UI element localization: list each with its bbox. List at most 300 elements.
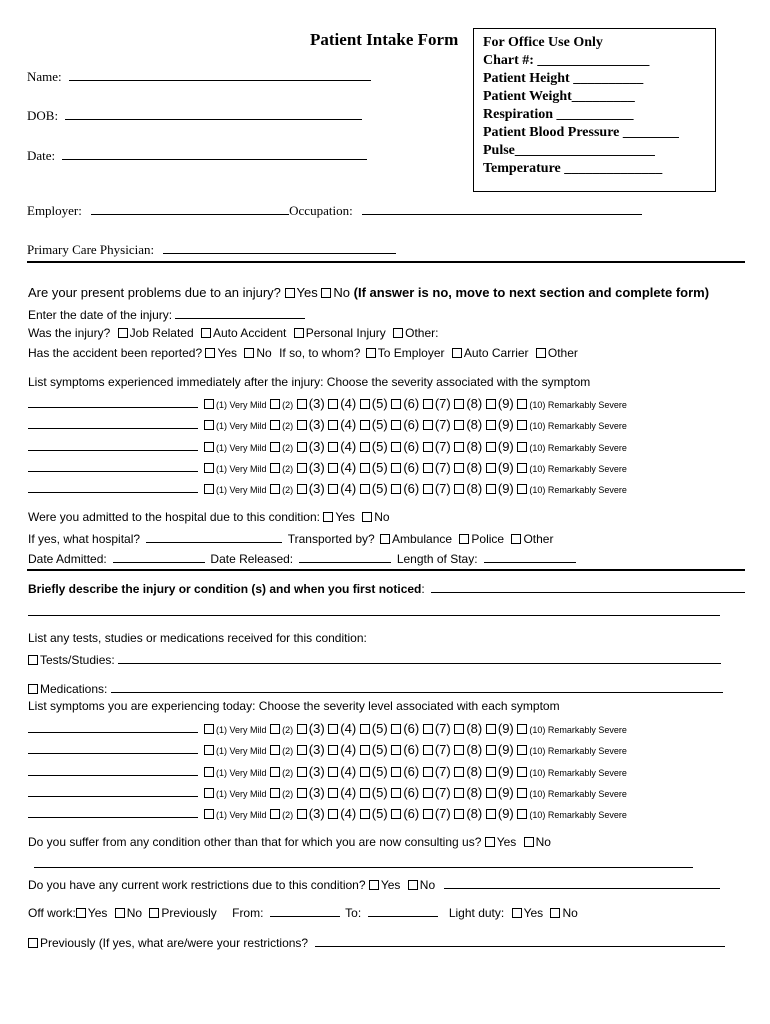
severity-6-label: (6) — [403, 396, 420, 411]
hospital-yes-checkbox[interactable] — [323, 512, 333, 522]
severity-8-label: (8) — [466, 763, 483, 779]
severity-7-label: (7) — [434, 742, 451, 758]
severity-3-checkbox[interactable] — [297, 484, 307, 494]
injury-yes-checkbox[interactable] — [285, 288, 295, 298]
severity-7-label: (7) — [434, 396, 451, 411]
off-work-no-checkbox[interactable] — [115, 908, 125, 918]
severity-9-checkbox[interactable] — [486, 788, 496, 798]
severity-7-checkbox[interactable] — [423, 463, 433, 473]
other-transport-label: Other — [523, 532, 554, 546]
severity-3-checkbox[interactable] — [297, 463, 307, 473]
severity-6-label: (6) — [403, 763, 420, 779]
severity-4-label: (4) — [340, 481, 357, 497]
severity-8-label: (8) — [466, 742, 483, 758]
length-of-stay-label: Length of Stay: — [396, 552, 478, 566]
severity-7-checkbox[interactable] — [423, 745, 433, 755]
transported-label: Transported by? — [287, 532, 375, 546]
symptom-input[interactable] — [28, 459, 198, 472]
restrictions-no-label: No — [419, 878, 436, 892]
light-duty-yes-checkbox[interactable] — [512, 908, 522, 918]
severity-7-checkbox[interactable] — [423, 788, 433, 798]
severity-3-label: (3) — [308, 438, 325, 454]
name-input[interactable] — [69, 68, 371, 81]
patient-weight-field[interactable]: Patient Weight_________ — [483, 89, 635, 104]
severity-6-checkbox[interactable] — [391, 745, 401, 755]
severity-3-checkbox[interactable] — [297, 420, 307, 430]
severity-6-checkbox[interactable] — [391, 484, 401, 494]
to-label: To: — [345, 906, 362, 920]
symptom-input[interactable] — [28, 480, 198, 493]
hospital-yes-label: Yes — [335, 510, 355, 524]
divider — [27, 569, 745, 571]
previously-input[interactable] — [315, 934, 725, 947]
symptom-input[interactable] — [28, 416, 198, 429]
severity-6-label: (6) — [403, 721, 420, 736]
to-employer-checkbox[interactable] — [366, 348, 376, 358]
severity-3-label: (3) — [308, 806, 325, 822]
auto-accident-checkbox[interactable] — [201, 328, 211, 338]
severity-8-label: (8) — [466, 806, 483, 822]
hospital-no-label: No — [374, 510, 390, 524]
light-duty-no-checkbox[interactable] — [550, 908, 560, 918]
medications-row — [28, 680, 723, 696]
severity-6-checkbox[interactable] — [391, 399, 401, 409]
length-of-stay-input[interactable] — [484, 550, 576, 563]
other-condition-label: Do you suffer from any condition other than that for which you are now consulting us? — [28, 835, 482, 849]
dob-row — [27, 107, 362, 124]
severity-4-checkbox[interactable] — [328, 463, 338, 473]
medications-input[interactable] — [111, 680, 723, 693]
severity-4-checkbox[interactable] — [328, 767, 338, 777]
dob-label: DOB: — [27, 108, 59, 123]
off-work-previously-checkbox[interactable] — [149, 908, 159, 918]
severity-6-label: (6) — [403, 742, 420, 758]
date-input[interactable] — [62, 147, 367, 160]
name-label: Name: — [27, 69, 62, 84]
severity-9-checkbox[interactable] — [486, 767, 496, 777]
reported-no-label: No — [256, 346, 272, 360]
severity-10-checkbox[interactable] — [517, 420, 527, 430]
injury-type-row — [28, 326, 438, 340]
severity-5-checkbox[interactable] — [360, 484, 370, 494]
pcp-row — [27, 241, 396, 258]
severity-10-label: (10) Remarkably Severe — [529, 485, 627, 496]
severity-4-label: (4) — [340, 763, 357, 779]
severity-2-checkbox[interactable] — [270, 745, 280, 755]
severity-5-label: (5) — [371, 721, 388, 736]
severity-1-label: (1) Very Mild — [216, 442, 267, 453]
severity-9-checkbox[interactable] — [486, 420, 496, 430]
severity-7-label: (7) — [434, 721, 451, 736]
severity-1-label: (1) Very Mild — [216, 746, 267, 757]
reported-no-checkbox[interactable] — [244, 348, 254, 358]
hospital-admitted-row — [28, 510, 390, 524]
severity-2-checkbox[interactable] — [270, 724, 280, 734]
symptom-input[interactable] — [28, 763, 198, 776]
medications-label: Medications: — [40, 682, 108, 696]
personal-injury-label: Personal Injury — [305, 326, 386, 340]
severity-5-label: (5) — [371, 742, 388, 758]
severity-7-label: (7) — [434, 438, 451, 454]
severity-3-checkbox[interactable] — [297, 809, 307, 819]
other-injury-checkbox[interactable] — [393, 328, 403, 338]
severity-3-checkbox[interactable] — [297, 767, 307, 777]
reported-label: Has the accident been reported? — [28, 346, 203, 360]
describe-label: Briefly describe the injury or condition (s) and when you first noticed — [28, 582, 422, 596]
severity-10-checkbox[interactable] — [517, 484, 527, 494]
severity-1-checkbox[interactable] — [204, 788, 214, 798]
severity-6-checkbox[interactable] — [391, 420, 401, 430]
severity-8-label: (8) — [466, 481, 483, 497]
whom-label: If so, to whom? — [279, 346, 361, 360]
severity-3-label: (3) — [308, 417, 325, 433]
employer-label: Employer: — [27, 203, 82, 218]
respiration-field[interactable]: Respiration ___________ — [483, 107, 634, 122]
severity-9-label: (9) — [497, 806, 514, 822]
auto-carrier-checkbox[interactable] — [452, 348, 462, 358]
severity-3-checkbox[interactable] — [297, 399, 307, 409]
severity-2-label: (2) — [282, 485, 294, 496]
severity-4-checkbox[interactable] — [328, 788, 338, 798]
job-related-label: Job Related — [129, 326, 194, 340]
severity-2-checkbox[interactable] — [270, 399, 280, 409]
other-condition-input[interactable] — [34, 867, 693, 868]
occupation-input[interactable] — [362, 202, 642, 215]
previously-row — [28, 934, 725, 950]
severity-5-checkbox[interactable] — [360, 399, 370, 409]
off-work-row — [28, 904, 578, 920]
patient-height-field[interactable]: Patient Height __________ — [483, 71, 644, 86]
severity-5-label: (5) — [371, 763, 388, 779]
severity-4-checkbox[interactable] — [328, 809, 338, 819]
dob-input[interactable] — [65, 107, 362, 120]
severity-2-checkbox[interactable] — [270, 788, 280, 798]
severity-10-checkbox[interactable] — [517, 767, 527, 777]
symptom-input[interactable] — [28, 741, 198, 754]
severity-7-checkbox[interactable] — [423, 767, 433, 777]
severity-6-label: (6) — [403, 806, 420, 822]
severity-8-checkbox[interactable] — [454, 767, 464, 777]
severity-5-checkbox[interactable] — [360, 745, 370, 755]
auto-accident-label: Auto Accident — [213, 326, 287, 340]
severity-3-label: (3) — [308, 742, 325, 758]
severity-10-checkbox[interactable] — [517, 788, 527, 798]
severity-9-label: (9) — [497, 417, 514, 433]
off-work-previously-label: Previously — [161, 906, 217, 920]
severity-5-checkbox[interactable] — [360, 767, 370, 777]
symptom-input[interactable] — [28, 395, 198, 408]
severity-4-label: (4) — [340, 721, 357, 736]
date-label: Date: — [27, 148, 56, 163]
severity-2-checkbox[interactable] — [270, 767, 280, 777]
injury-date-input[interactable] — [175, 306, 305, 319]
off-work-yes-label: Yes — [87, 906, 108, 920]
severity-10-checkbox[interactable] — [517, 724, 527, 734]
severity-6-checkbox[interactable] — [391, 788, 401, 798]
severity-1-label: (1) Very Mild — [216, 788, 267, 799]
severity-10-checkbox[interactable] — [517, 809, 527, 819]
severity-8-checkbox[interactable] — [454, 442, 464, 452]
severity-4-checkbox[interactable] — [328, 442, 338, 452]
severity-8-checkbox[interactable] — [454, 745, 464, 755]
severity-10-label: (10) Remarkably Severe — [529, 442, 627, 453]
office-use-box — [473, 28, 716, 192]
employer-input[interactable] — [91, 202, 289, 215]
severity-2-checkbox[interactable] — [270, 442, 280, 452]
severity-5-label: (5) — [371, 459, 388, 475]
severity-1-checkbox[interactable] — [204, 399, 214, 409]
severity-7-checkbox[interactable] — [423, 724, 433, 734]
severity-1-checkbox[interactable] — [204, 724, 214, 734]
hospital-which-row — [28, 530, 553, 546]
severity-5-checkbox[interactable] — [360, 788, 370, 798]
severity-7-label: (7) — [434, 459, 451, 475]
severity-7-checkbox[interactable] — [423, 442, 433, 452]
job-related-checkbox[interactable] — [118, 328, 128, 338]
off-work-yes-checkbox[interactable] — [76, 908, 86, 918]
severity-8-label: (8) — [466, 784, 483, 800]
severity-6-label: (6) — [403, 438, 420, 454]
severity-8-label: (8) — [466, 417, 483, 433]
date-admitted-input[interactable] — [113, 550, 205, 563]
ambulance-label: Ambulance — [392, 532, 453, 546]
severity-9-checkbox[interactable] — [486, 724, 496, 734]
hospital-admitted-label: Were you admitted to the hospital due to this condition: — [28, 510, 320, 524]
name-row — [27, 68, 371, 85]
reported-row — [28, 346, 578, 360]
severity-9-checkbox[interactable] — [486, 809, 496, 819]
severity-6-checkbox[interactable] — [391, 767, 401, 777]
severity-9-checkbox[interactable] — [486, 484, 496, 494]
symptom-input[interactable] — [28, 805, 198, 818]
severity-4-checkbox[interactable] — [328, 745, 338, 755]
severity-2-label: (2) — [282, 463, 294, 474]
severity-9-checkbox[interactable] — [486, 463, 496, 473]
severity-6-label: (6) — [403, 784, 420, 800]
other-condition-yes-checkbox[interactable] — [485, 837, 495, 847]
severity-7-checkbox[interactable] — [423, 809, 433, 819]
employer-row — [27, 202, 642, 219]
symptom-row — [28, 805, 627, 821]
hospital-which-input[interactable] — [146, 530, 282, 543]
severity-6-checkbox[interactable] — [391, 809, 401, 819]
severity-3-label: (3) — [308, 721, 325, 736]
severity-3-checkbox[interactable] — [297, 745, 307, 755]
severity-9-checkbox[interactable] — [486, 442, 496, 452]
off-work-label: Off work: — [28, 906, 76, 920]
severity-4-label: (4) — [340, 459, 357, 475]
other-whom-label: Other — [547, 346, 578, 360]
personal-injury-checkbox[interactable] — [294, 328, 304, 338]
severity-7-checkbox[interactable] — [423, 420, 433, 430]
medications-checkbox[interactable] — [28, 684, 38, 694]
severity-3-checkbox[interactable] — [297, 442, 307, 452]
severity-9-checkbox[interactable] — [486, 399, 496, 409]
reported-yes-label: Yes — [217, 346, 238, 360]
severity-5-label: (5) — [371, 481, 388, 497]
severity-3-label: (3) — [308, 459, 325, 475]
severity-10-label: (10) Remarkably Severe — [529, 746, 627, 757]
severity-4-label: (4) — [340, 438, 357, 454]
from-input[interactable] — [270, 904, 340, 917]
severity-1-checkbox[interactable] — [204, 484, 214, 494]
occupation-label: Occupation: — [289, 203, 353, 218]
symptom-input[interactable] — [28, 784, 198, 797]
severity-8-checkbox[interactable] — [454, 463, 464, 473]
severity-6-checkbox[interactable] — [391, 442, 401, 452]
severity-1-label: (1) Very Mild — [216, 421, 267, 432]
severity-9-label: (9) — [497, 438, 514, 454]
severity-1-label: (1) Very Mild — [216, 810, 267, 821]
severity-5-checkbox[interactable] — [360, 420, 370, 430]
symptom-input[interactable] — [28, 720, 198, 733]
severity-1-checkbox[interactable] — [204, 420, 214, 430]
ambulance-checkbox[interactable] — [380, 534, 390, 544]
severity-5-checkbox[interactable] — [360, 442, 370, 452]
describe-input[interactable] — [431, 580, 745, 593]
tests-studies-label: Tests/Studies: — [40, 653, 115, 667]
severity-2-checkbox[interactable] — [270, 463, 280, 473]
severity-1-checkbox[interactable] — [204, 809, 214, 819]
severity-1-label: (1) Very Mild — [216, 725, 267, 735]
severity-10-label: (10) Remarkably Severe — [529, 463, 627, 474]
severity-1-checkbox[interactable] — [204, 463, 214, 473]
severity-7-checkbox[interactable] — [423, 399, 433, 409]
severity-7-label: (7) — [434, 417, 451, 433]
severity-5-checkbox[interactable] — [360, 809, 370, 819]
injury-question: Are your present problems due to an injury? — [28, 285, 281, 300]
restrictions-no-checkbox[interactable] — [408, 880, 418, 890]
severity-4-label: (4) — [340, 806, 357, 822]
severity-10-label: (10) Remarkably Severe — [529, 421, 627, 432]
severity-3-checkbox[interactable] — [297, 788, 307, 798]
to-input[interactable] — [368, 904, 438, 917]
light-duty-no-label: No — [562, 906, 578, 920]
reported-yes-checkbox[interactable] — [205, 348, 215, 358]
restrictions-yes-checkbox[interactable] — [369, 880, 379, 890]
severity-4-checkbox[interactable] — [328, 724, 338, 734]
severity-9-label: (9) — [497, 763, 514, 779]
severity-1-checkbox[interactable] — [204, 767, 214, 777]
police-label: Police — [471, 532, 505, 546]
severity-5-checkbox[interactable] — [360, 463, 370, 473]
symptom-row — [28, 763, 627, 779]
hospital-no-checkbox[interactable] — [362, 512, 372, 522]
severity-3-label: (3) — [308, 481, 325, 497]
form-title: Patient Intake Form — [310, 30, 459, 49]
injury-date-label: Enter the date of the injury: — [28, 308, 173, 322]
severity-6-label: (6) — [403, 459, 420, 475]
severity-1-label: (1) Very Mild — [216, 767, 267, 778]
severity-8-checkbox[interactable] — [454, 399, 464, 409]
off-work-no-label: No — [126, 906, 143, 920]
severity-5-label: (5) — [371, 438, 388, 454]
severity-4-checkbox[interactable] — [328, 420, 338, 430]
severity-8-checkbox[interactable] — [454, 420, 464, 430]
other-condition-no-label: No — [535, 835, 551, 849]
severity-6-checkbox[interactable] — [391, 463, 401, 473]
hospital-which-label: If yes, what hospital? — [28, 532, 141, 546]
restrictions-input[interactable] — [444, 876, 720, 889]
severity-10-checkbox[interactable] — [517, 442, 527, 452]
severity-9-label: (9) — [497, 784, 514, 800]
tests-studies-input[interactable] — [118, 651, 721, 664]
injury-no-checkbox[interactable] — [321, 288, 331, 298]
office-use-header: For Office Use Only — [483, 35, 603, 50]
pcp-input[interactable] — [163, 241, 396, 254]
symptom-row — [28, 395, 627, 411]
severity-10-checkbox[interactable] — [517, 399, 527, 409]
severity-4-checkbox[interactable] — [328, 399, 338, 409]
previously-checkbox[interactable] — [28, 938, 38, 948]
hospital-dates-row — [28, 550, 576, 566]
severity-10-checkbox[interactable] — [517, 463, 527, 473]
severity-8-checkbox[interactable] — [454, 724, 464, 734]
tests-studies-checkbox[interactable] — [28, 655, 38, 665]
date-released-label: Date Released: — [210, 552, 294, 566]
severity-1-label: (1) Very Mild — [216, 400, 267, 410]
severity-1-checkbox[interactable] — [204, 442, 214, 452]
severity-7-label: (7) — [434, 806, 451, 822]
severity-3-label: (3) — [308, 763, 325, 779]
severity-1-checkbox[interactable] — [204, 745, 214, 755]
severity-1-label: (1) Very Mild — [216, 463, 267, 474]
symptom-row — [28, 480, 627, 496]
police-checkbox[interactable] — [459, 534, 469, 544]
severity-7-label: (7) — [434, 784, 451, 800]
severity-3-checkbox[interactable] — [297, 724, 307, 734]
severity-7-label: (7) — [434, 481, 451, 497]
severity-9-label: (9) — [497, 721, 514, 736]
severity-9-checkbox[interactable] — [486, 745, 496, 755]
severity-8-checkbox[interactable] — [454, 809, 464, 819]
symptom-row — [28, 741, 627, 757]
injury-question-row — [28, 285, 709, 300]
other-condition-no-checkbox[interactable] — [524, 837, 534, 847]
other-whom-checkbox[interactable] — [536, 348, 546, 358]
from-label: From: — [232, 906, 264, 920]
severity-8-checkbox[interactable] — [454, 484, 464, 494]
severity-5-checkbox[interactable] — [360, 724, 370, 734]
severity-10-label: (10) Remarkably Severe — [529, 810, 627, 821]
severity-9-label: (9) — [497, 742, 514, 758]
severity-2-checkbox[interactable] — [270, 420, 280, 430]
temperature-field[interactable]: Temperature ______________ — [483, 161, 663, 176]
severity-2-label: (2) — [282, 725, 294, 735]
chart-number-field[interactable]: Chart #: ________________ — [483, 53, 650, 68]
severity-10-checkbox[interactable] — [517, 745, 527, 755]
other-transport-checkbox[interactable] — [511, 534, 521, 544]
severity-2-checkbox[interactable] — [270, 809, 280, 819]
severity-6-label: (6) — [403, 417, 420, 433]
severity-4-checkbox[interactable] — [328, 484, 338, 494]
severity-9-label: (9) — [497, 459, 514, 475]
severity-9-label: (9) — [497, 396, 514, 411]
symptom-input[interactable] — [28, 438, 198, 451]
date-released-input[interactable] — [299, 550, 391, 563]
severity-7-checkbox[interactable] — [423, 484, 433, 494]
severity-2-checkbox[interactable] — [270, 484, 280, 494]
severity-2-label: (2) — [282, 767, 294, 778]
restrictions-yes-label: Yes — [380, 878, 401, 892]
severity-6-checkbox[interactable] — [391, 724, 401, 734]
describe-input-line-2[interactable] — [28, 615, 720, 616]
date-row — [27, 147, 367, 164]
pulse-field[interactable]: Pulse____________________ — [483, 143, 655, 158]
blood-pressure-field[interactable]: Patient Blood Pressure ________ — [483, 125, 679, 140]
severity-8-checkbox[interactable] — [454, 788, 464, 798]
severity-8-label: (8) — [466, 459, 483, 475]
